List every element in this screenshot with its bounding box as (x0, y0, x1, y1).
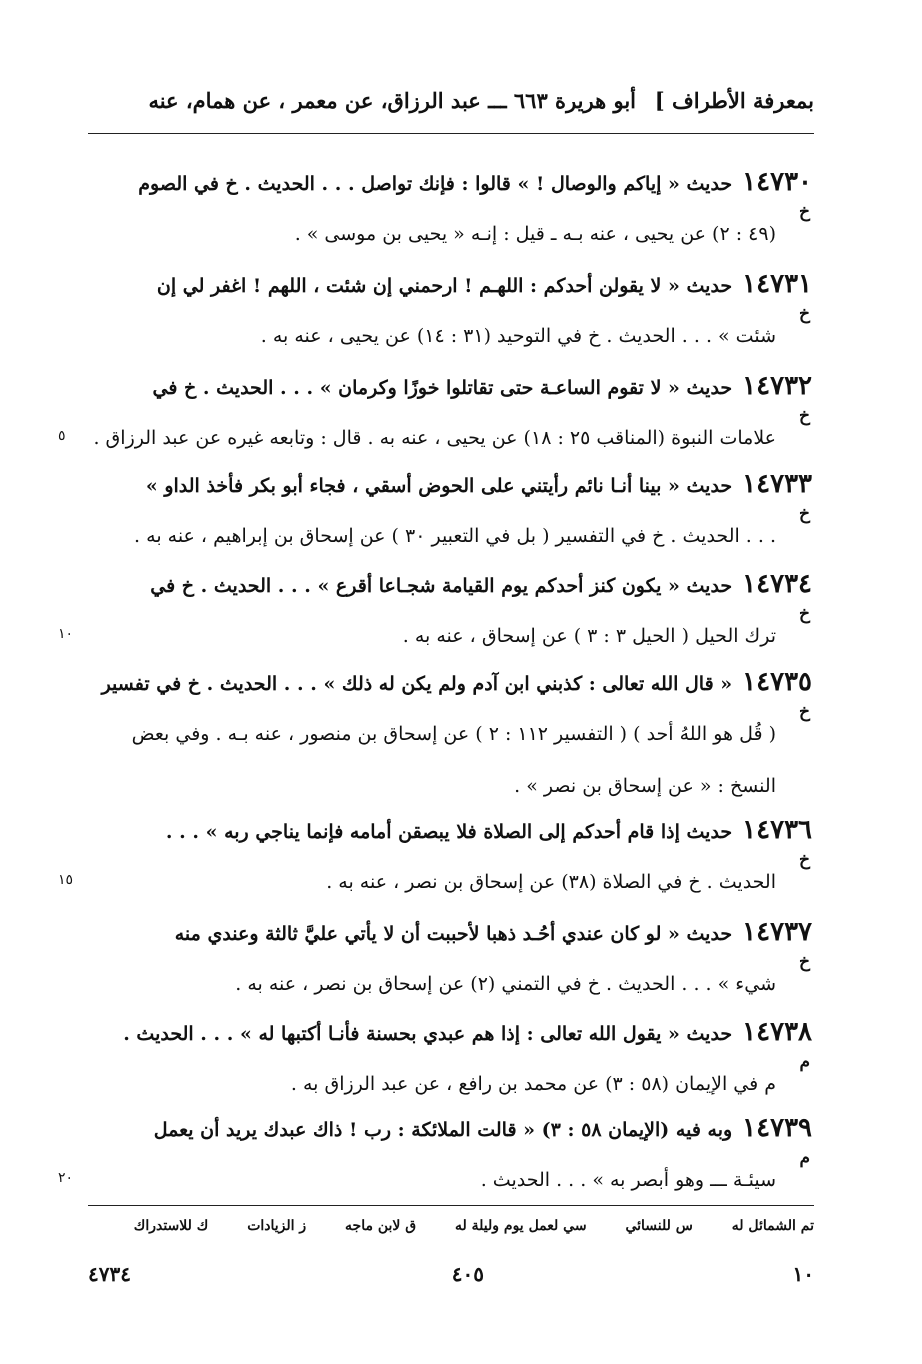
footer-volume: ١٠ (792, 1262, 814, 1286)
entry-text: حديث « لا تقوم الساعـة حتى تقاتلوا خوزًا وكرمان » . . . الحديث . خ في (152, 377, 733, 399)
entry-number: ١٤٧٣٦ (742, 815, 812, 845)
entry-number: ١٤٧٣٠ (742, 167, 812, 197)
entry-text: ترك الحيل ( الحيل ٣ : ٣ ) عن إسحاق ، عنه به . (402, 625, 776, 647)
entry-text: حديث « لا يقولن أحدكم : اللهـم ! ارحمني إن شئت ، اللهم ! اغفر لي إن (156, 275, 733, 297)
entry-text: « قال الله تعالى : كذبني ابن آدم ولم يكن له ذلك » . . . الحديث . خ في تفسير (101, 673, 733, 695)
entry-first-line (84, 1106, 812, 1150)
entry-number: ١٤٧٣٤ (742, 569, 812, 599)
entry-continuation-line (84, 860, 776, 904)
entry-first-line (84, 262, 812, 306)
entry-number: ١٤٧٣٩ (742, 1113, 812, 1143)
source-siglum: م (799, 1148, 810, 1168)
entry-text: علامات النبوة (المناقب ٢٥ : ١٨) عن يحيى ، عنه به . قال : وتابعه غيره عن عبد الرزاق . (93, 427, 776, 449)
entry-number: ١٤٧٣١ (742, 269, 812, 299)
footnote-item: ق لابن ماجه (345, 1218, 417, 1234)
footnote-item: ز الزيادات (247, 1218, 307, 1234)
entry-number: ١٤٧٣٣ (742, 469, 812, 499)
source-siglum: خ (799, 850, 810, 870)
source-siglum: م (799, 1052, 810, 1072)
entry-text: الحديث . خ في الصلاة (٣٨) عن إسحاق بن نصر ، عنه به . (326, 871, 776, 893)
footer-range: ٤٧٣٤ (88, 1262, 131, 1286)
source-siglum: خ (799, 406, 810, 426)
margin-line-number: ٢٠ (58, 1170, 74, 1186)
footnote-item: س للنسائي (625, 1218, 693, 1234)
entry-text: وبه فيه (الإيمان ٥٨ : ٣) « قالت الملائكة : رب ! ذاك عبدك يريد أن يعمل (153, 1119, 733, 1141)
entry-text: . . . الحديث . خ في التفسير ( بل في التعبير ٣٠ ) عن إسحاق بن إبراهيم ، عنه به . (134, 525, 776, 547)
margin-line-number: ١٥ (58, 872, 74, 888)
footnote-item: سي لعمل يوم وليلة له (455, 1218, 587, 1234)
entry-text: شئت » . . . الحديث . خ في التوحيد (٣١ : ١٤) عن يحيى ، عنه به . (260, 325, 776, 347)
entry-text: شيء » . . . الحديث . خ في التمني (٢) عن إسحاق بن نصر ، عنه به . (235, 973, 776, 995)
entry-continuation-line (84, 962, 776, 1006)
source-siglum: خ (799, 304, 810, 324)
header-title: بمعرفة الأطراف ] (654, 88, 814, 113)
entry-continuation-line (84, 614, 776, 658)
running-header (88, 80, 814, 130)
entry-continuation-line (84, 1158, 776, 1202)
entry-continuation-line (84, 314, 776, 358)
entry-text: حديث « يقول الله تعالى : إذا هم عبدي بحسنة فأنـا أكتبها له » . . . الحديث . (123, 1023, 733, 1045)
entry-text: النسخ : « عن إسحاق بن نصر » . (514, 775, 776, 797)
entry-first-line (84, 462, 812, 506)
entry-text: حديث « بينا أنـا نائم رأيتني على الحوض أسقي ، فجاء أبو بكر فأخذ الداو » (145, 475, 733, 497)
entry-text: م في الإيمان (٥٨ : ٣) عن محمد بن رافع ، عن عبد الرزاق به . (290, 1073, 776, 1095)
entry-first-line (84, 364, 812, 408)
entry-number: ١٤٧٣٥ (742, 667, 812, 697)
footnote-item: تم الشمائل له (731, 1218, 814, 1234)
margin-line-number: ٥ (58, 428, 66, 444)
header-subtitle: أبو هريرة ٦٦٣ ـــ عبد الرزاق، عن معمر ، عن همام، عنه (148, 88, 636, 113)
source-siglum: خ (799, 952, 810, 972)
entry-continuation-line (84, 416, 776, 460)
entry-number: ١٤٧٣٧ (742, 917, 812, 947)
entry-continuation-line (84, 764, 776, 808)
entry-text: حديث إذا قام أحدكم إلى الصلاة فلا يبصقن أمامه فإنما يناجي ربه » . . . (165, 821, 733, 843)
entry-continuation-line (84, 212, 776, 256)
entry-first-line (84, 1010, 812, 1054)
entry-first-line (84, 160, 812, 204)
entry-number: ١٤٧٣٢ (742, 371, 812, 401)
page-footer (88, 1262, 814, 1292)
margin-line-number: ١٠ (58, 626, 74, 642)
header-rule (88, 133, 814, 134)
entry-text: حديث « يكون كنز أحدكم يوم القيامة شجـاعا أقرع » . . . الحديث . خ في (150, 575, 733, 597)
entry-text: (٤٩ : ٢) عن يحيى ، عنه بـه ـ قيل : إنـه « يحيى بن موسى » . (294, 223, 776, 245)
entry-text: ( قُل هو اللهُ أحد ) ( التفسير ١١٢ : ٢ ) عن إسحاق بن منصور ، عنه بـه . وفي بعض (131, 723, 776, 745)
entry-continuation-line (84, 1062, 776, 1106)
entry-first-line (84, 562, 812, 606)
entry-text: حديث « لو كان عندي أحُـد ذهبا لأحببت أن لا يأتي عليَّ ثالثة وعندي منه (174, 923, 733, 945)
source-siglum: خ (799, 202, 810, 222)
entry-continuation-line (84, 514, 776, 558)
abbreviations-footnote (88, 1218, 814, 1234)
entry-first-line (84, 808, 812, 852)
page-number: ٤٠٥ (451, 1262, 484, 1286)
entry-number: ١٤٧٣٨ (742, 1017, 812, 1047)
source-siglum: خ (799, 702, 810, 722)
entry-first-line (84, 910, 812, 954)
footnote-item: ك للاستدراك (133, 1218, 209, 1234)
footnote-rule (88, 1205, 814, 1206)
entry-text: حديث « إياكم والوصال ! » قالوا : فإنك تواصل . . . الحديث . خ في الصوم (138, 173, 733, 195)
entry-continuation-line (84, 712, 776, 756)
entry-first-line (84, 660, 812, 704)
source-siglum: خ (799, 604, 810, 624)
entry-text: سيئـة ـــ وهو أبصر به » . . . الحديث . (480, 1169, 776, 1191)
source-siglum: خ (799, 504, 810, 524)
